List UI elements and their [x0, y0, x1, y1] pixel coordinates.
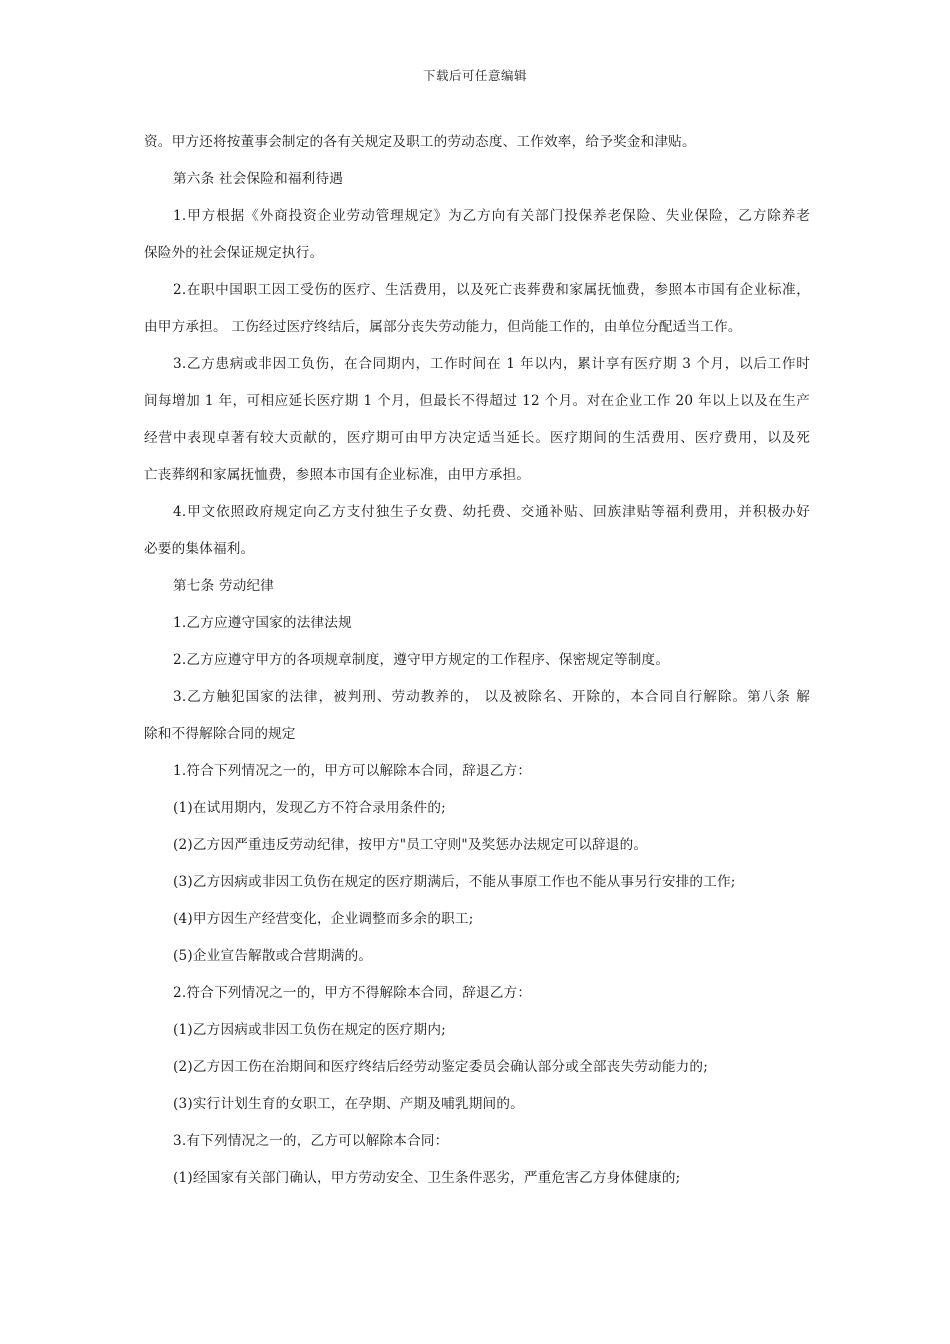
text-line: 由甲方承担。 工伤经过医疗终结后，属部分丧失劳动能力，但尚能工作的，由单位分配适当工作。 — [144, 319, 742, 335]
text-line: (1)经国家有关部门确认，甲方劳动安全、卫生条件恶劣，严重危害乙方身体健康的; — [173, 1170, 681, 1186]
text-line: (5)企业宣告解散或合营期满的。 — [173, 948, 373, 964]
text-line: 除和不得解除合同的规定 — [144, 726, 296, 742]
text-line: (3)实行计划生育的女职工，在孕期、产期及哺乳期间的。 — [173, 1096, 524, 1112]
text-line: (1)乙方因病或非因工负伤在规定的医疗期内; — [173, 1022, 446, 1038]
text-line: 必要的集体福利。 — [144, 541, 255, 557]
text-line: (2)乙方因工伤在治期间和医疗终结后经劳动鉴定委员会确认部分或全部丧失劳动能力的; — [173, 1059, 709, 1075]
text-line: 保险外的社会保证规定执行。 — [144, 245, 324, 261]
text-line: 2.在职中国职工因工受伤的医疗、生活费用，以及死亡丧葬费和家属抚恤费，参照本市国有企业标准， — [173, 282, 810, 298]
text-line: 1.符合下列情况之一的，甲方可以解除本合同，辞退乙方： — [173, 763, 532, 779]
text-line: 间每增加 1 年，可相应延长医疗期 1 个月，但最长不得超过 12 个月。对在企业工作 20 年以上以及在生产 — [144, 393, 810, 409]
text-line: 2.乙方应遵守甲方的各项规章制度，遵守甲方规定的工作程序、保密规定等制度。 — [173, 652, 670, 668]
text-line: (3)乙方因病或非因工负伤在规定的医疗期满后，不能从事原工作也不能从事另行安排的工作; — [173, 874, 736, 890]
text-line: 1.甲方根据《外商投资企业劳动管理规定》为乙方向有关部门投保养老保险、失业保险，乙方除养老 — [173, 208, 810, 224]
text-line: 1.乙方应遵守国家的法律法规 — [173, 615, 352, 631]
text-line: (2)乙方因严重违反劳动纪律，按甲方"员工守则"及奖惩办法规定可以辞退的。 — [173, 837, 648, 853]
text-line: 2.符合下列情况之一的，甲方不得解除本合同，辞退乙方： — [173, 985, 532, 1001]
text-line: 经营中表现卓著有较大贡献的，医疗期可由甲方决定适当延长。医疗期间的生活费用、医疗费用，以及死 — [144, 430, 810, 446]
text-line: (4)甲方因生产经营变化，企业调整而多余的职工; — [173, 911, 474, 927]
text-line: 亡丧葬纲和家属抚恤费，参照本市国有企业标准，由甲方承担。 — [144, 467, 531, 483]
text-line: 3.乙方触犯国家的法律，被判刑、劳动教养的， 以及被除名、开除的，本合同自行解除。第八条 解 — [173, 689, 810, 705]
text-line: 3.乙方患病或非因工负伤，在合同期内，工作时间在 1 年以内，累计享有医疗期 3 个月，以后工作时 — [173, 356, 810, 372]
text-line: 资。甲方还将按董事会制定的各有关规定及职工的劳动态度、工作效率，给予奖金和津贴。 — [144, 134, 696, 150]
document-body — [144, 124, 810, 1197]
text-line: 4.甲文依照政府规定向乙方支付独生子女费、幼托费、交通补贴、回族津贴等福利费用，并积极办好 — [173, 504, 810, 520]
text-line: 3.有下列情况之一的，乙方可以解除本合同： — [173, 1133, 449, 1149]
page-header: 下载后可任意编辑 — [422, 68, 527, 83]
text-line: 第六条 社会保险和福利待遇 — [173, 171, 344, 187]
text-line: 第七条 劳动纪律 — [173, 578, 275, 594]
text-line: (1)在试用期内，发现乙方不符合录用条件的; — [173, 800, 446, 816]
